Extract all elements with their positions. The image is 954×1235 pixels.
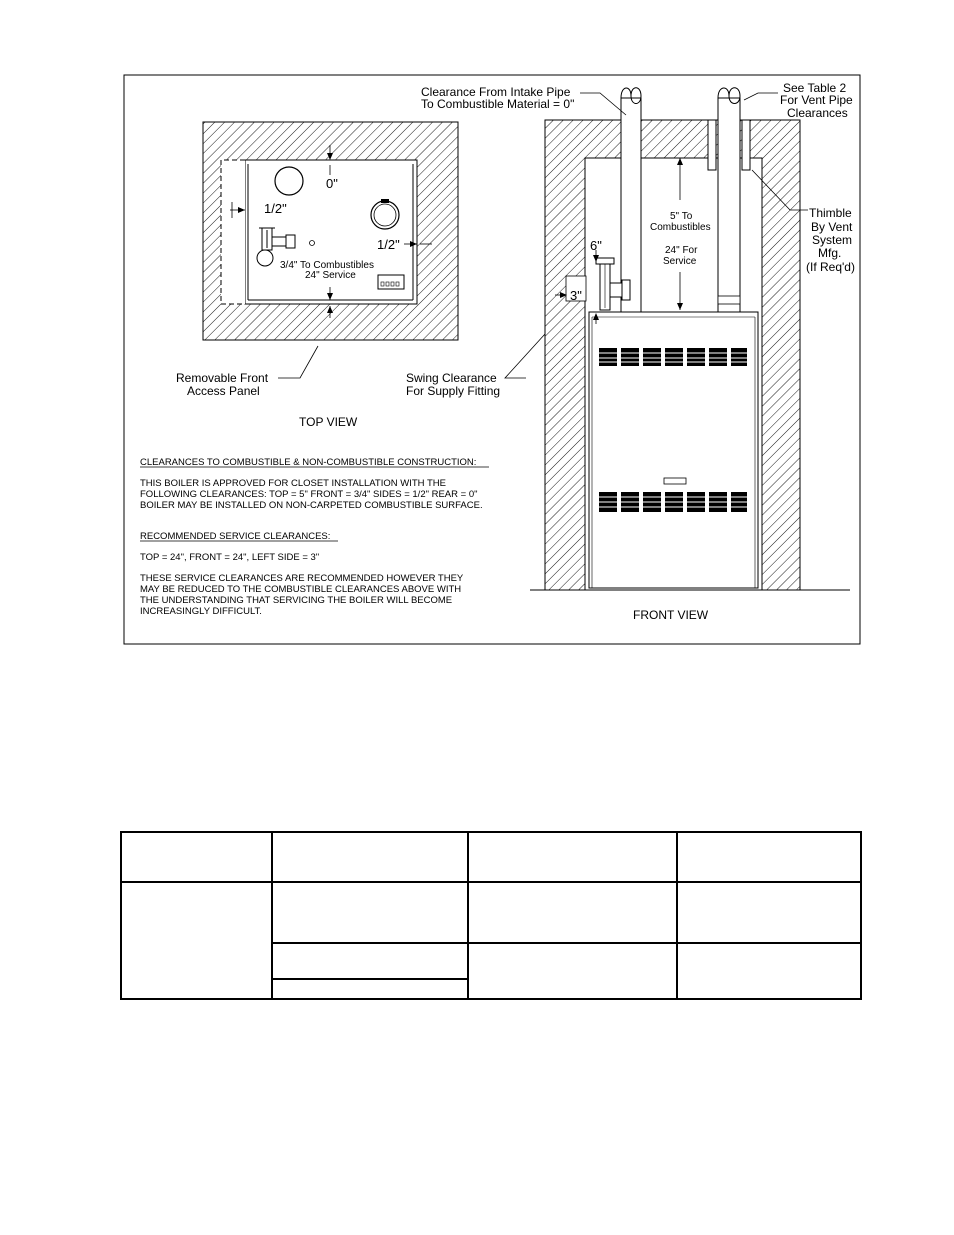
vent-pipe: [718, 98, 740, 313]
notes-p2: TOP = 24", FRONT = 24", LEFT SIDE = 3": [140, 552, 320, 563]
front-clearance-line2: 24" Service: [305, 270, 356, 281]
notes-p3-line3: THE UNDERSTANDING THAT SERVICING THE BOILER WILL BECOME: [140, 595, 453, 606]
notes-p1-line3: BOILER MAY BE INSTALLED ON NON-CARPETED COMBUSTIBLE SURFACE.: [140, 500, 483, 511]
thimble-line1: Thimble: [809, 206, 852, 220]
upper-louvers: [599, 348, 747, 366]
intake-clearance-line2: To Combustible Material = 0": [421, 97, 575, 111]
front-view-title: FRONT VIEW: [633, 608, 709, 622]
access-panel-label-line2: Access Panel: [187, 384, 260, 398]
left-clearance-label: 1/2": [264, 201, 287, 216]
intake-clearance-line1: Clearance From Intake Pipe: [421, 85, 571, 99]
top-dim-line2: Combustibles: [650, 222, 711, 233]
top-dim-line4: Service: [663, 256, 697, 267]
swing-clearance-label-line2: For Supply Fitting: [406, 384, 501, 398]
thimble-line4: Mfg.: [818, 246, 842, 260]
six-inch-label: 6": [590, 238, 602, 253]
three-inch-label: 3": [570, 288, 582, 303]
clearance-notes: [140, 457, 489, 617]
see-table-line1: See Table 2: [783, 81, 847, 95]
access-panel-label-line1: Removable Front: [176, 371, 269, 385]
see-table-line2: For Vent Pipe: [780, 93, 853, 107]
control-box-icon: [378, 275, 404, 289]
notes-p1-line1: THIS BOILER IS APPROVED FOR CLOSET INSTALLATION WITH THE: [140, 478, 446, 489]
notes-heading-1: CLEARANCES TO COMBUSTIBLE & NON-COMBUSTIBLE CONSTRUCTION:: [140, 457, 477, 468]
top-clearance-label: 0": [326, 176, 338, 191]
notes-p3-line2: MAY BE REDUCED TO THE COMBUSTIBLE CLEARANCES ABOVE WITH: [140, 584, 462, 595]
thimble: [708, 120, 716, 170]
intake-pipe-icon: [275, 167, 303, 195]
thimble-line3: System: [812, 233, 853, 247]
thimble-line2: By Vent: [811, 220, 853, 234]
notes-p3-line4: INCREASINGLY DIFFICULT.: [140, 606, 262, 617]
vent-pipe-icon: [371, 201, 399, 229]
front-view: [421, 81, 855, 622]
top-view-title: TOP VIEW: [299, 415, 358, 429]
front-clearance-line1: 3/4" To Combustibles: [280, 260, 374, 271]
notes-p1-line2: FOLLOWING CLEARANCES: TOP = 5" FRONT = 3/4" SIDES = 1/2" REAR = 0": [140, 489, 478, 500]
notes-heading-2: RECOMMENDED SERVICE CLEARANCES:: [140, 531, 331, 542]
top-dim-line1: 5" To: [670, 211, 693, 222]
swing-clearance-label-line1: Swing Clearance: [406, 371, 497, 385]
notes-p3-line1: THESE SERVICE CLEARANCES ARE RECOMMENDED HOWEVER THEY: [140, 573, 464, 584]
right-clearance-label: 1/2": [377, 237, 400, 252]
see-table-line3: Clearances: [787, 106, 848, 120]
thimble-line5: (If Req'd): [806, 260, 855, 274]
clearance-table: [120, 831, 862, 1000]
top-dim-line3: 24" For: [665, 245, 698, 256]
top-view: [176, 122, 565, 429]
